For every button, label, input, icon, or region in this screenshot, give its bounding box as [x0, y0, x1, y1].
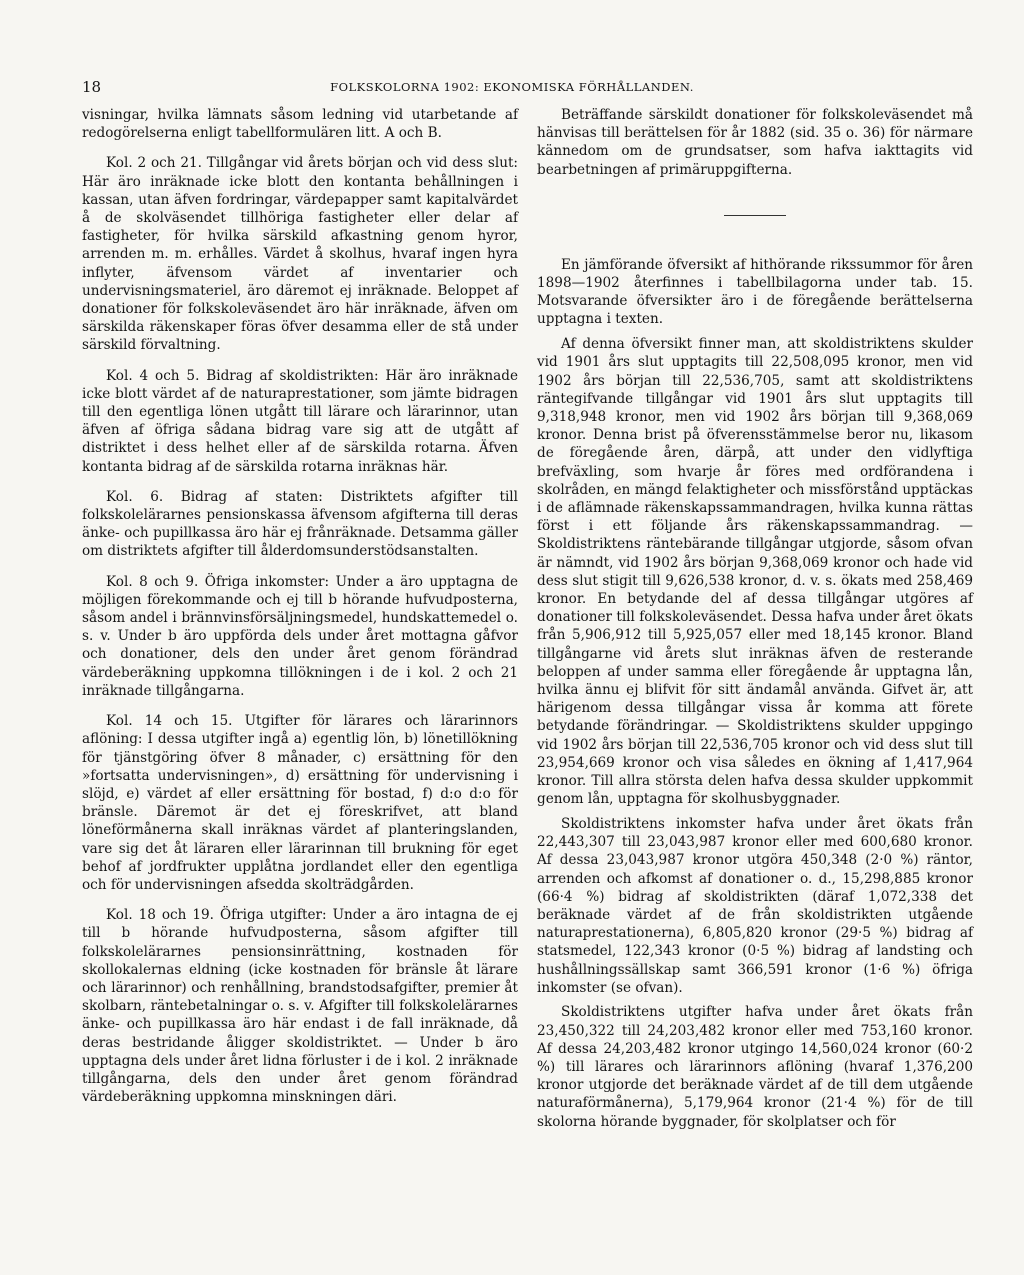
- paragraph: Kol. 18 och 19. Öfriga utgifter: Under a äro intagna de ej till b hörande hufvudposterna, såsom afgifter till folkskolelärarnes pensionsinrättning, kostnaden för skollokalernas eldning (icke kostnaden för bränsle åt lärare och lärarinnor) och renhållning, brandstodsafgifter, premier åt skolbarn, räntebetalningar o. s. v. Afgifter till folkskolelärarnes änke- och pupillkassa äro här endast i de fall inräknade, då deras bestridande åligger skoldistriktet. — Under b äro upptagna dels under året lidna förluster i de i kol. 2 inräknade tillgångarna, dels den under året genom förändrad värdeberäkning uppkomna minskningen däri.: [82, 907, 518, 1106]
- paragraph: Af denna öfversikt finner man, att skoldistriktens skulder vid 1901 års slut upptagits till 22,508,095 kronor, men vid 1902 års början till 22,536,705, samt att skoldistriktens räntegifvande tillgångar vid 1901 års slut upptagits till 9,318,948 kronor, men vid 1902 års början till 9,368,069 kronor. Denna brist på öfverensstämmelse beror nu, likasom de föregående åren, därpå, att under den vidlyftiga brefväxling, som hvarje år föres med ordförandena i skolråden, en mängd felaktigheter och missförstånd upptäckas i de aflämnade räkenskapssammandragen, hvilka kunna rättas först i ett följande års räkenskapssammandrag. — Skoldistriktens räntebärande tillgångar utgjorde, såsom ofvan är nämndt, vid 1902 års början 9,368,069 kronor och hade vid dess slut stigit till 9,626,538 kronor, d. v. s. ökats med 258,469 kronor. En betydande del af dessa tillgångar utgöres af donationer till folkskoleväsendet. Dessa hafva under året ökats från 5,906,912 till 5,925,057 eller med 18,145 kronor. Bland tillgångarne vid årets slut inräknas äfven de resterande beloppen af under samma eller föregående år upptagna lån, hvilka ännu ej blifvit för sitt ändamål använda. Gifvet är, att härigenom dessa tillgångar vissa år komma att förete betydande förändringar. — Skoldistriktens skulder uppgingo vid 1902 års början till 22,536,705 kronor och vid dess slut till 23,954,669 kronor och visa således en ökning af 1,417,964 kronor. Till allra största delen hafva dessa skulder uppkommit genom lån, upptagna för skolhusbyggnader.: [537, 336, 973, 808]
- paragraph: Kol. 2 och 21. Tillgångar vid årets början och vid dess slut: Här äro inräknade icke blott den kontanta behållningen i kassan, utan äfven fordringar, värdepapper samt kapitalvärdet å de skolväsendet tillhöriga fastigheter eller delar af fastigheter, för hvilka särskild afkastning genom hyror, arrenden m. m. erhålles. Värdet å skolhus, hvaraf ingen hyra inflyter, äfvensom värdet af inventarier och undervisningsmateriel, äro däremot ej inräknade. Beloppet af donationer för folkskoleväsendet äro här inräknade, äfven om särskilda räkenskaper föras öfver desamma eller de stå under särskild förvaltning.: [82, 155, 518, 354]
- left-column: [82, 106, 518, 1106]
- paragraph: Beträffande särskildt donationer för folkskoleväsendet må hänvisas till berättelsen för år 1882 (sid. 35 o. 36) för närmare kännedom om de grundsatser, som hafva iakttagits vid bearbetningen af primäruppgifterna.: [537, 107, 973, 178]
- right-column: [537, 106, 973, 1131]
- paragraph: Kol. 8 och 9. Öfriga inkomster: Under a äro upptagna de möjligen förekommande och ej till b hörande hufvudposterna, såsom andel i brännvinsförsäljningsmedel, hundskattemedel o. s. v. Under b äro uppförda dels under året mottagna gåfvor och donationer, dels den under året genom förändrad värdeberäkning uppkomna tillökningen i de i kol. 2 och 21 inräknade tillgångarna.: [82, 573, 518, 699]
- paragraph: Kol. 14 och 15. Utgifter för lärares och lärarinnors aflöning: I dessa utgifter ingå a) egentlig lön, b) lönetillökning för tjänstgöring öfver 8 månader, c) ersättning för den »fortsatta undervisningen», d) ersättning för undervisning i slöjd, e) värdet af eller ersättning för bostad, f) d:o d:o för bränsle. Däremot är det ej föreskrifvet, att bland löneförmånerna skall inräknas värdet af planteringslanden, vare sig det åt läraren eller lärarinnan till brukning för eget behof af jordfrukter upplåtna jordlandet eller den egentliga och för undervisningen afsedda skolträdgården.: [82, 713, 518, 893]
- paragraph: Skoldistriktens utgifter hafva under året ökats från 23,450,322 till 24,203,482 kronor eller med 753,160 kronor. Af dessa 24,203,482 kronor utgingo 14,560,024 kronor (60·2 %) till lärares och lärarinnors aflöning (hvaraf 1,376,200 kronor utgjorde det beräknade värdet af de till dem utgående naturaförmånerna), 5,179,964 kronor (21·4 %) för de till skolorna hörande byggnader, för skolplatser och för: [537, 1004, 973, 1130]
- page-header: [82, 78, 942, 96]
- paragraph: Kol. 4 och 5. Bidrag af skoldistrikten: Här äro inräknade icke blott värdet af de naturaprestationer, som jämte bidragen till den egentliga lönen utgått till lärare och lärarinnor, utan äfven af öfriga sådana bidrag vare sig att de utgått af distriktet i dess helhet eller af de särskilda rotarna. Äfven kontanta bidrag af de särskilda rotarna inräknas här.: [82, 367, 518, 475]
- page-number: 18: [82, 78, 102, 96]
- section-divider: [724, 215, 786, 216]
- paragraph: Skoldistriktens inkomster hafva under året ökats från 22,443,307 till 23,043,987 kronor eller med 600,680 kronor. Af dessa 23,043,987 kronor utgöra 450,348 (2·0 %) räntor, arrenden och afkomst af donationer o. d., 15,298,885 kronor (66·4 %) bidrag af skoldistrikten (däraf 1,072,338 det beräknade värdet af de från skoldistrikten utgående naturaprestationerna), 6,805,820 kronor (29·5 %) bidrag af statsmedel, 122,343 kronor (0·5 %) bidrag af landsting och hushållningssällskap samt 366,591 kronor (1·6 %) öfriga inkomster (se ofvan).: [537, 815, 973, 996]
- paragraph: En jämförande öfversikt af hithörande rikssummor för åren 1898—1902 återfinnes i tabellbilagorna under tab. 15. Motsvarande öfversikter äro i de föregående berättelserna upptagna i texten.: [537, 256, 973, 328]
- paragraph: Kol. 6. Bidrag af staten: Distriktets afgifter till folkskolelärarnes pensionskassa äfvensom afgifterna till deras änke- och pupillkassa äro här ej frånräknade. Detsamma gäller om distriktets afgifter till ålderdomsunderstödsanstalten.: [82, 488, 518, 560]
- running-head: FOLKSKOLORNA 1902: EKONOMISKA FÖRHÅLLANDEN.: [330, 80, 694, 94]
- paragraph: visningar, hvilka lämnats såsom ledning vid utarbetande af redogörelserna enligt tabellformulären litt. A och B.: [82, 107, 518, 142]
